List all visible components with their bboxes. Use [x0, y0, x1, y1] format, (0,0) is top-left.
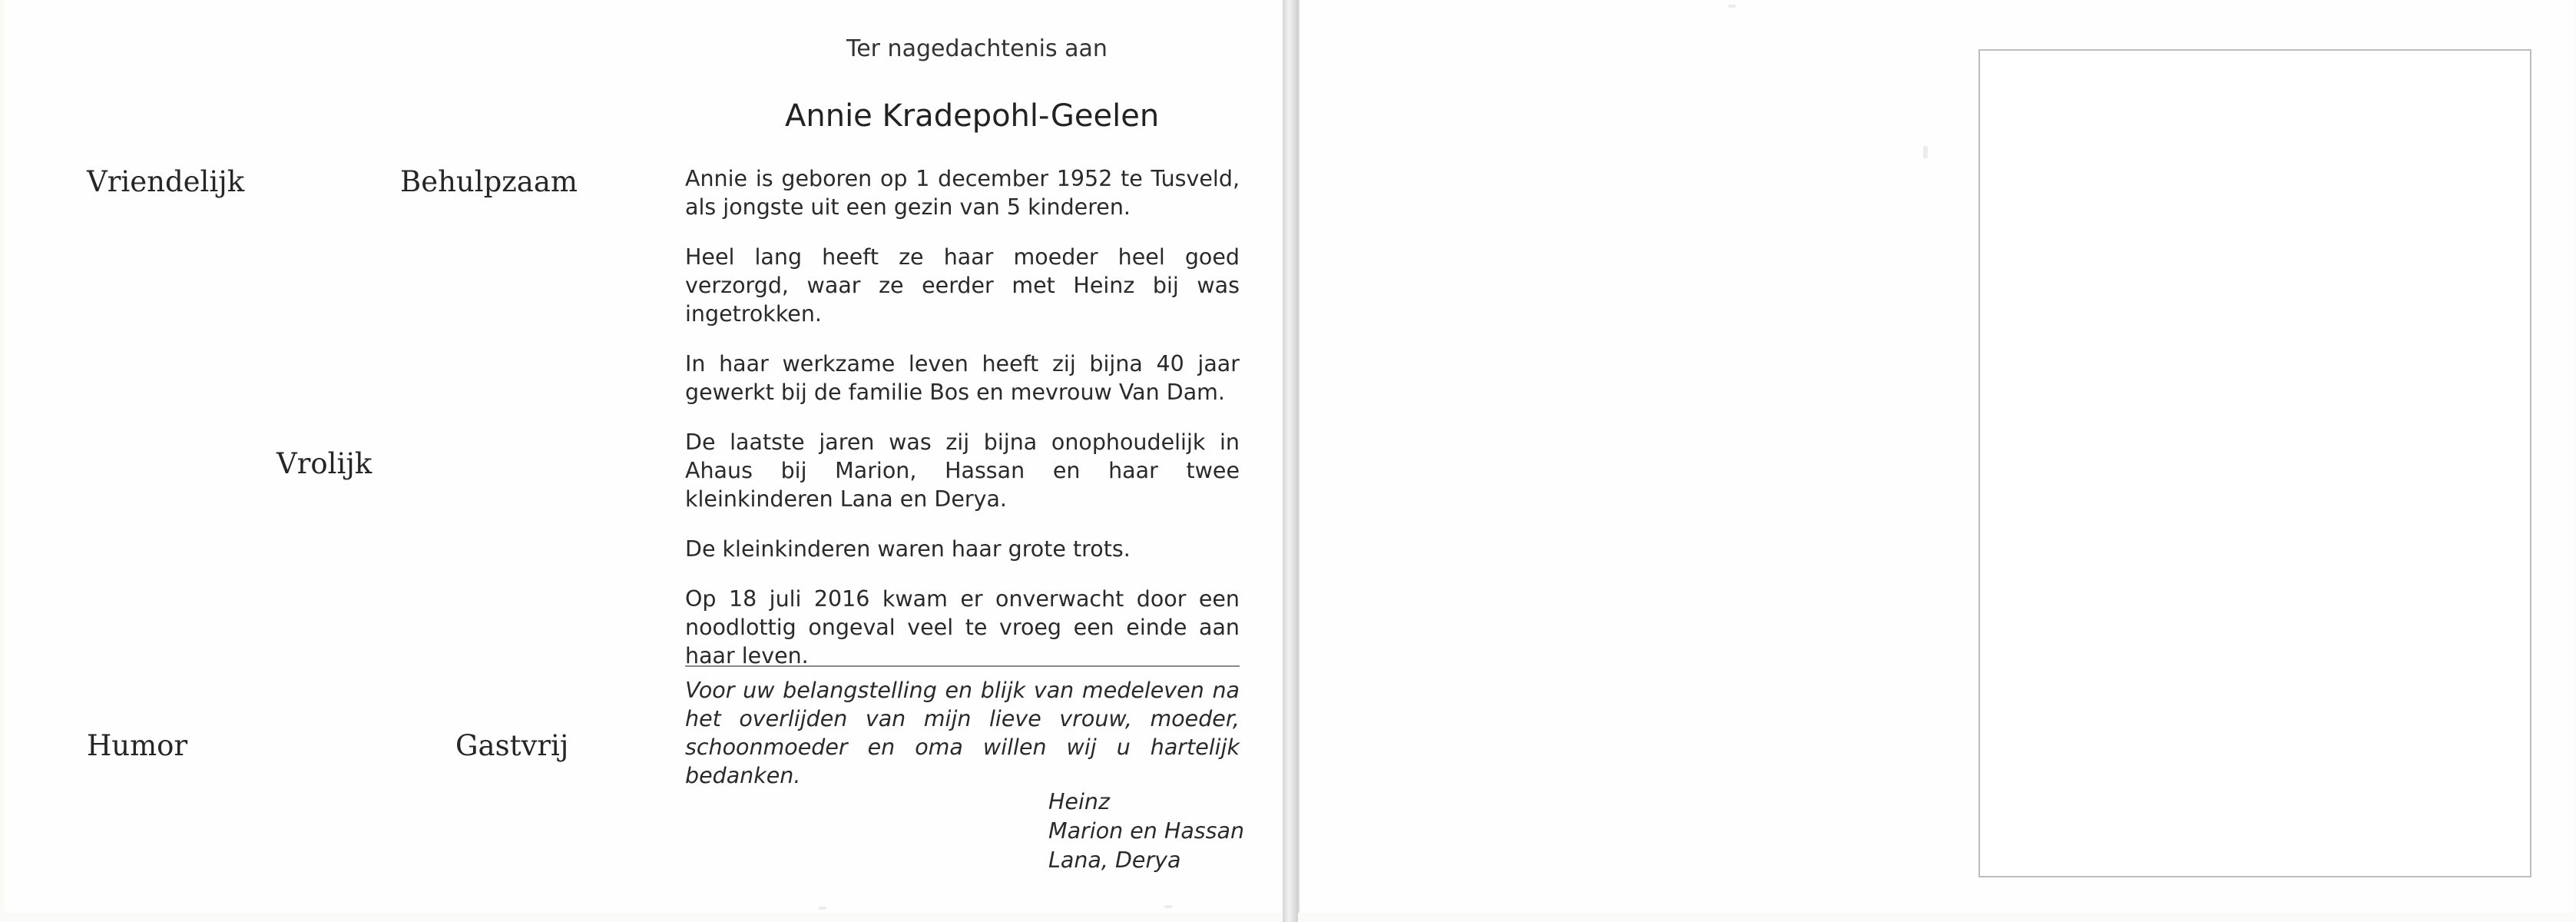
- word-vriendelijk: Vriendelijk: [87, 165, 245, 198]
- biography-paragraph: De laatste jaren was zij bijna onophoudelijk in Ahaus bij Marion, Hassan en haar twee kleinkinderen Lana en Derya.: [685, 429, 1240, 512]
- biography-paragraph: Heel lang heeft ze haar moeder heel goed verzorgd, waar ze eerder met Heinz bij was ingetrokken.: [685, 244, 1240, 327]
- thank-you-note: Voor uw belangstelling en blijk van medeleven na het overlijden van mijn lieve vrouw, moeder, schoonmoeder en oma willen wij u hartelijk bedanken.: [685, 678, 1240, 788]
- word-humor: Humor: [87, 729, 188, 762]
- signature-line: Heinz: [1048, 789, 1110, 814]
- biography-paragraph: In haar werkzame leven heeft zij bijna 40 jaar gewerkt bij de familie Bos en mevrouw Van Dam.: [685, 351, 1240, 405]
- memorial-header: Ter nagedachtenis aan: [846, 35, 1108, 62]
- paper-speck: [1164, 905, 1172, 908]
- paper-speck: [819, 907, 826, 910]
- paper-speck: [1728, 5, 1736, 8]
- biography-paragraph: Annie is geboren op 1 december 1952 te Tusveld, als jongste uit een gezin van 5 kinderen.: [685, 166, 1240, 220]
- biography-paragraph: De kleinkinderen waren haar grote trots.: [685, 536, 1131, 562]
- signature-line: Marion en Hassan: [1048, 818, 1245, 844]
- paper-speck: [1923, 146, 1928, 158]
- deceased-name: Annie Kradepohl-Geelen: [785, 98, 1160, 134]
- section-divider: [685, 665, 1240, 667]
- left-page: [5, 0, 1284, 913]
- photo-frame: [1978, 49, 2531, 877]
- signature-line: Lana, Derya: [1048, 847, 1181, 873]
- word-behulpzaam: Behulpzaam: [400, 165, 578, 198]
- word-vrolijk: Vrolijk: [276, 447, 372, 480]
- biography: [685, 164, 1240, 692]
- word-gastvrij: Gastvrij: [455, 729, 569, 762]
- signatures: [1048, 788, 1244, 875]
- card-fold: [1283, 0, 1298, 922]
- biography-paragraph: Op 18 juli 2016 kwam er onverwacht door een noodlottig ongeval veel te vroeg een einde aan haar leven.: [685, 586, 1240, 668]
